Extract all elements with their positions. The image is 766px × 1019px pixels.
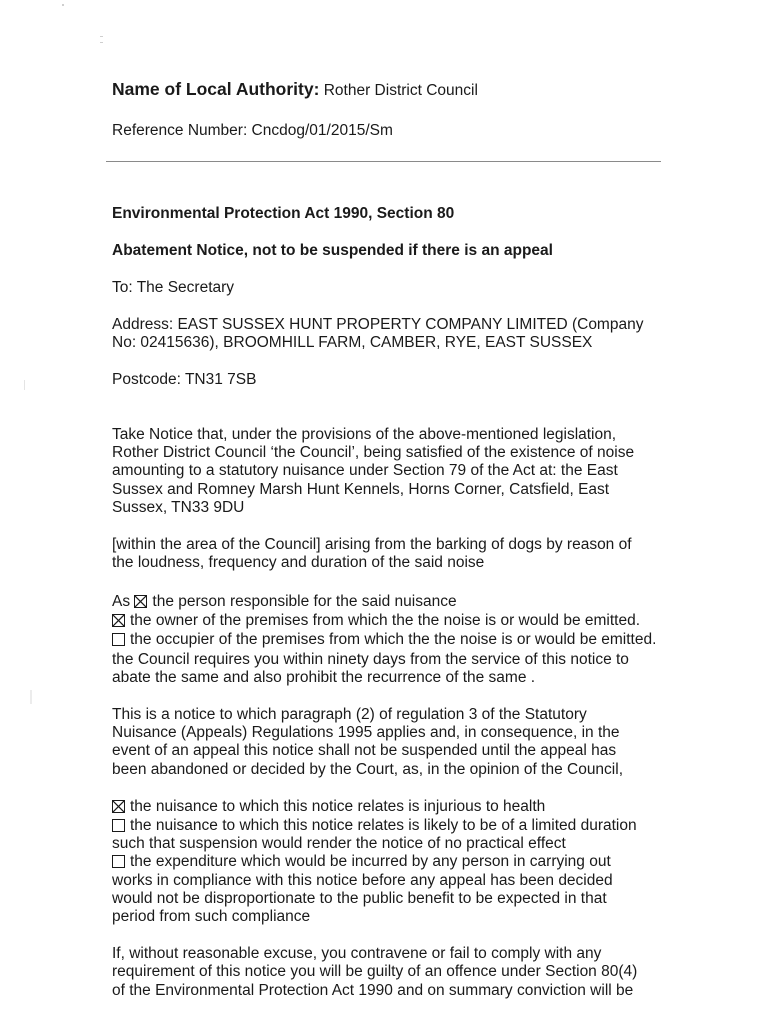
requires-line: abate the same and also prohibit the recurrence of the same . <box>112 669 536 686</box>
responsible-option <box>112 612 640 631</box>
expenditure-checkbox[interactable] <box>112 855 125 868</box>
offence-line: requirement of this notice you will be guilty of an offence under Section 80(4) <box>112 963 638 980</box>
address-line: Address: EAST SUSSEX HUNT PROPERTY COMPANY LIMITED (Company <box>112 316 644 333</box>
option-label: the person responsible for the said nuisance <box>152 593 457 610</box>
paragraph-line: been abandoned or decided by the Court, as, in the opinion of the Council, <box>112 761 624 778</box>
take-notice-line: Rother District Council ‘the Council’, being satisfied of the existence of noise <box>112 444 635 461</box>
responsible-option <box>112 631 656 650</box>
option-continuation: period from such compliance <box>112 908 311 925</box>
responsible-option <box>112 593 457 612</box>
option-continuation: would not be disproportionate to the public benefit to be expected in that <box>112 890 607 907</box>
paragraph-line: Nuisance (Appeals) Regulations 1995 applies and, in consequence, in the <box>112 724 620 741</box>
scan-speck <box>62 4 64 6</box>
requires-line: the Council requires you within ninety days from the service of this notice to <box>112 651 629 668</box>
address-line: No: 02415636), BROOMHILL FARM, CAMBER, RYE, EAST SUSSEX <box>112 334 593 351</box>
act-title: Environmental Protection Act 1990, Section 80 <box>112 205 455 222</box>
offence-line: If, without reasonable excuse, you contravene or fail to comply with any <box>112 945 602 962</box>
offence-line: of the Environmental Protection Act 1990 and on summary conviction will be <box>112 982 634 999</box>
owner-checkbox[interactable] <box>112 614 125 627</box>
occupier-checkbox[interactable] <box>112 633 125 646</box>
horizontal-divider <box>106 161 661 162</box>
reference-number: Reference Number: Cncdog/01/2015/Sm <box>112 122 393 139</box>
scan-speck <box>24 380 25 390</box>
as-prefix: As <box>112 593 135 610</box>
checkbox-cross-icon <box>113 615 124 626</box>
authority-value: Rother District Council <box>319 82 478 99</box>
opinion-option <box>112 817 637 836</box>
take-notice-line: Take Notice that, under the provisions of the above-mentioned legislation, <box>112 426 617 443</box>
opinion-option <box>112 853 611 872</box>
responsible-checkbox[interactable] <box>134 595 147 608</box>
option-label: the occupier of the premises from which the the noise is or would be emitted. <box>130 631 657 648</box>
option-label: the owner of the premises from which the the noise is or would be emitted. <box>130 612 641 629</box>
notice-title: Abatement Notice, not to be suspended if there is an appeal <box>112 242 553 259</box>
checkbox-cross-icon <box>135 596 146 607</box>
option-label: the nuisance to which this notice relates is injurious to health <box>130 798 546 815</box>
option-label: the expenditure which would be incurred by any person in carrying out <box>130 853 611 870</box>
scan-speck <box>100 36 103 37</box>
take-notice-line: Sussex and Romney Marsh Hunt Kennels, Horns Corner, Catsfield, East <box>112 481 610 498</box>
option-continuation: works in compliance with this notice before any appeal has been decided <box>112 872 613 889</box>
recipient: To: The Secretary <box>112 279 235 296</box>
paragraph-line: This is a notice to which paragraph (2) of regulation 3 of the Statutory <box>112 706 587 723</box>
scan-speck <box>100 42 103 43</box>
take-notice-line: amounting to a statutory nuisance under Section 79 of the Act at: the East <box>112 462 618 479</box>
within-line: [within the area of the Council] arising from the barking of dogs by reason of <box>112 536 632 553</box>
within-line: the loudness, frequency and duration of the said noise <box>112 554 485 571</box>
take-notice-line: Sussex, TN33 9DU <box>112 499 245 516</box>
opinion-option <box>112 798 545 817</box>
option-continuation: such that suspension would render the notice of no practical effect <box>112 835 566 852</box>
scan-speck <box>30 690 32 704</box>
option-label: the nuisance to which this notice relates is likely to be of a limited duration <box>130 817 637 834</box>
authority-line <box>112 80 478 101</box>
postcode: Postcode: TN31 7SB <box>112 371 257 388</box>
paragraph-line: event of an appeal this notice shall not be suspended until the appeal has <box>112 742 617 759</box>
checkbox-cross-icon <box>113 801 124 812</box>
health-checkbox[interactable] <box>112 800 125 813</box>
limited-duration-checkbox[interactable] <box>112 819 125 832</box>
authority-label: Name of Local Authority: <box>112 79 320 99</box>
